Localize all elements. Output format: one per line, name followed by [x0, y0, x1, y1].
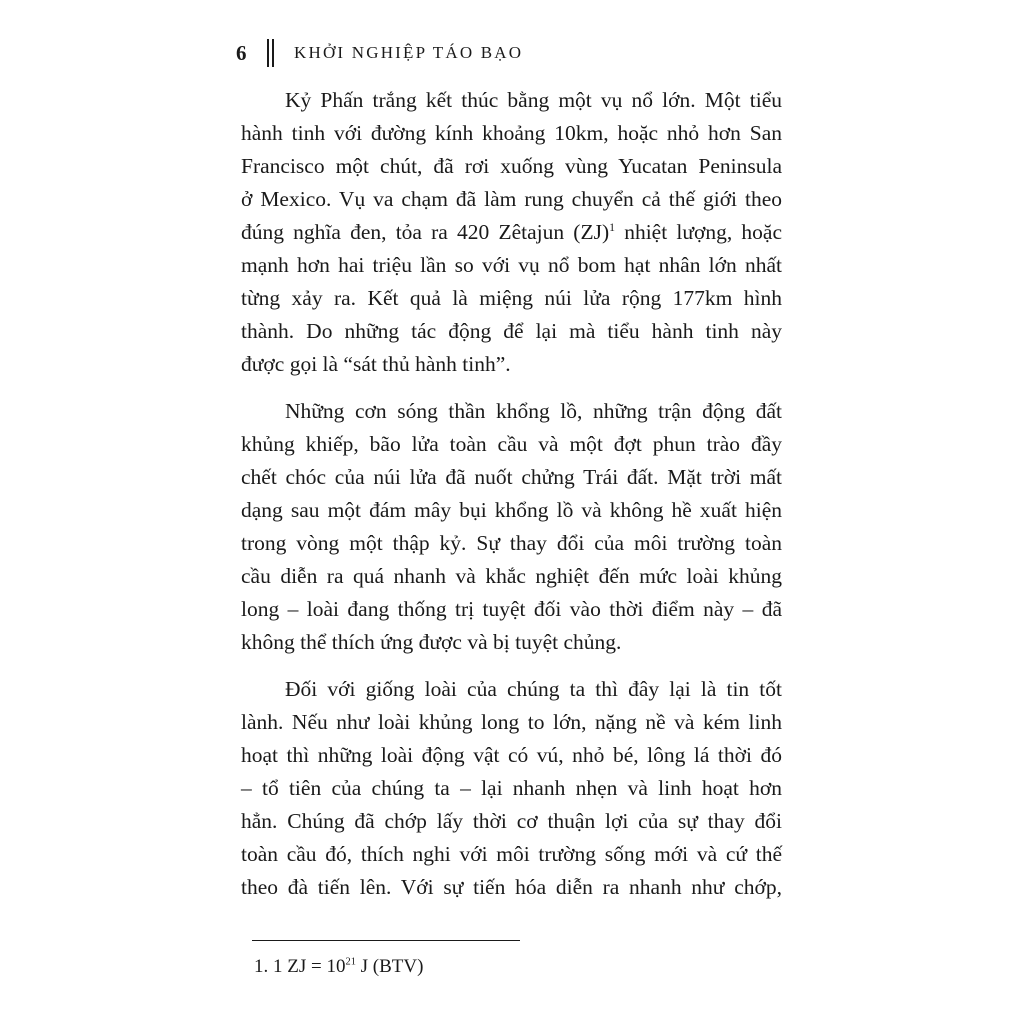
paragraph-2 — [241, 395, 782, 659]
text-line: không thể thích ứng được và bị tuyệt chủng. — [241, 630, 622, 654]
text-line: theo đà tiến lên. Với sự tiến hóa diễn ra nhanh như chớp, — [241, 875, 782, 899]
text-line: Những cơn sóng thần khổng lồ, những trận động đất — [285, 399, 782, 423]
text-fragment: nhiệt lượng, hoặc — [615, 220, 783, 244]
text-line: hẳn. Chúng đã chớp lấy thời cơ thuận lợi của sự thay đổi — [241, 809, 782, 833]
text-line: – tổ tiên của chúng ta – lại nhanh nhẹn và linh hoạt hơn — [241, 776, 782, 800]
text-line: từng xảy ra. Kết quả là miệng núi lửa rộng 177km hình — [241, 286, 782, 310]
header-divider — [267, 39, 274, 67]
text-line: mạnh hơn hai triệu lần so với vụ nổ bom hạt nhân lớn nhất — [241, 253, 782, 277]
text-line: lành. Nếu như loài khủng long to lớn, nặng nề và kém linh — [241, 710, 782, 734]
text-line: Francisco một chút, đã rơi xuống vùng Yucatan Peninsula — [241, 154, 782, 178]
text-line: Đối với giống loài của chúng ta thì đây lại là tin tốt — [285, 677, 782, 701]
text-line: Kỷ Phấn trắng kết thúc bằng một vụ nổ lớn. Một tiểu — [285, 88, 782, 112]
footnote-text: 1. 1 ZJ = 10 — [254, 956, 346, 977]
footnote-marker: 1 — [609, 219, 616, 234]
text-fragment: đúng nghĩa đen, tỏa ra 420 Zêtajun (ZJ) — [241, 220, 610, 244]
text-line-with-footnote — [241, 216, 782, 249]
paragraph-3 — [241, 673, 782, 904]
text-line: dạng sau một đám mây bụi khổng lồ và không hề xuất hiện — [241, 498, 782, 522]
paragraph-1 — [241, 84, 782, 381]
text-line: toàn cầu đó, thích nghi với môi trường sống mới và cứ thế — [241, 842, 782, 866]
text-line: thành. Do những tác động để lại mà tiểu hành tinh này — [241, 319, 782, 343]
page-number: 6 — [236, 40, 247, 65]
book-title: KHỞI NGHIỆP TÁO BẠO — [294, 43, 524, 62]
text-line: được gọi là “sát thủ hành tinh”. — [241, 352, 511, 376]
text-line: long – loài đang thống trị tuyệt đối vào thời điểm này – đã — [241, 597, 782, 621]
text-line: khủng khiếp, bão lửa toàn cầu và một đợt phun trào đầy — [241, 432, 782, 456]
running-header — [236, 38, 523, 68]
footnote-text: J (BTV) — [355, 956, 424, 977]
footnote-exponent: 21 — [345, 956, 356, 968]
text-line: cầu diễn ra quá nhanh và khắc nghiệt đến mức loài khủng — [241, 564, 782, 588]
text-line: hành tinh với đường kính khoảng 10km, hoặc nhỏ hơn San — [241, 121, 782, 145]
text-line: chết chóc của núi lửa đã nuốt chửng Trái đất. Mặt trời mất — [241, 465, 782, 489]
text-line: hoạt thì những loài động vật có vú, nhỏ bé, lông lá thời đó — [241, 743, 782, 767]
footnote — [254, 956, 423, 978]
body-text — [241, 84, 782, 918]
text-line: trong vòng một thập kỷ. Sự thay đổi của môi trường toàn — [241, 531, 782, 555]
text-line: ở Mexico. Vụ va chạm đã làm rung chuyển cả thế giới theo — [241, 187, 782, 211]
footnote-divider — [252, 940, 520, 941]
